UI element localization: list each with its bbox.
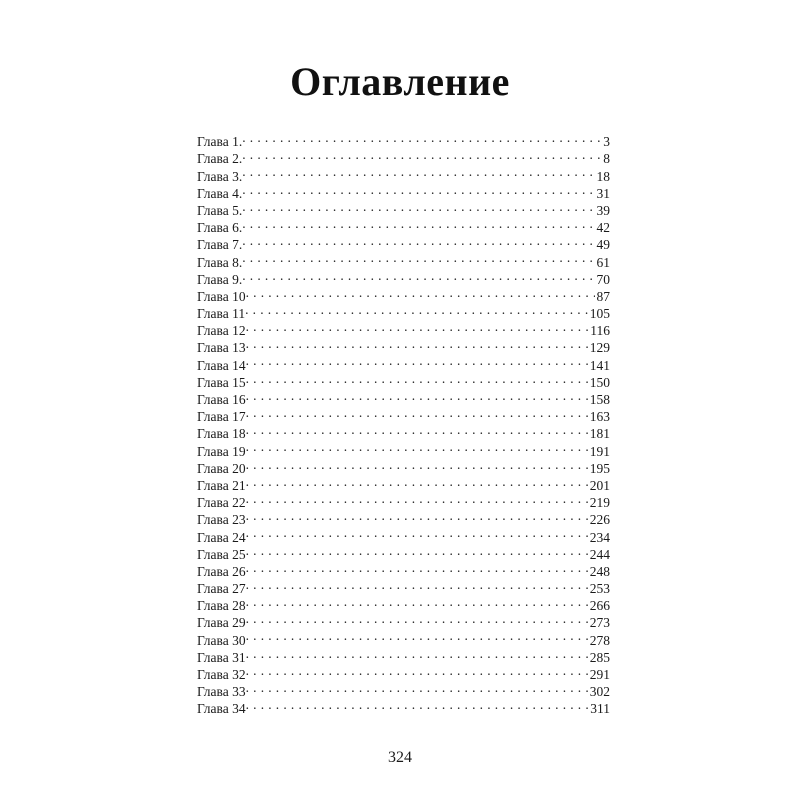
toc-entry-label: Глава 34 [197, 701, 246, 717]
toc-entry [197, 404, 610, 425]
toc-dot-leader [246, 696, 589, 713]
toc-entry [197, 284, 610, 304]
toc-entry-label: Глава 13 [197, 340, 246, 356]
toc-entry [197, 473, 610, 493]
toc-entry-page: 191 [589, 443, 610, 459]
toc-entry-page: 42 [596, 220, 610, 236]
toc-entry-page: 285 [589, 649, 610, 665]
toc-entry-label: Глава 22 [197, 495, 246, 511]
toc-dot-leader [246, 473, 588, 490]
toc-entry-page: 163 [589, 409, 610, 425]
table-of-contents [197, 129, 610, 717]
toc-entry-page: 253 [589, 581, 610, 597]
toc-dot-leader [246, 387, 588, 404]
toc-entry-page: 195 [589, 460, 610, 476]
toc-entry-page: 61 [596, 254, 610, 270]
page-number: 324 [388, 749, 412, 766]
toc-dot-leader [246, 490, 588, 507]
toc-entry-page: 244 [589, 546, 610, 562]
toc-entry-label: Глава 19 [197, 443, 246, 459]
toc-entry [197, 318, 610, 339]
toc-dot-leader [242, 181, 594, 198]
toc-entry-label: Глава 2. [197, 151, 243, 167]
toc-entry-label: Глава 14 [197, 357, 246, 373]
toc-entry-page: 311 [590, 701, 610, 717]
toc-dot-leader [246, 524, 588, 541]
toc-entry-label: Глава 25 [197, 546, 246, 562]
toc-entry [197, 576, 610, 597]
toc-dot-leader [246, 438, 588, 455]
toc-dot-leader [246, 662, 588, 679]
toc-entry-page: 129 [589, 340, 610, 356]
toc-entry-label: Глава 29 [197, 615, 246, 631]
toc-entry-page: 273 [589, 615, 610, 631]
toc-dot-leader [246, 335, 588, 352]
toc-entry [197, 215, 610, 236]
toc-dot-leader [246, 610, 588, 627]
toc-dot-leader [245, 301, 588, 318]
toc-entry [197, 146, 610, 167]
toc-entry-label: Глава 11 [197, 306, 246, 322]
toc-entry [197, 593, 610, 614]
toc-entry-label: Глава 24 [197, 529, 246, 545]
toc-dot-leader [246, 542, 588, 559]
toc-dot-leader [246, 370, 588, 387]
toc-entry-label: Глава 1. [197, 134, 243, 150]
toc-entry-page: 3 [603, 134, 610, 150]
toc-entry [197, 267, 610, 287]
toc-dot-leader [242, 163, 594, 180]
toc-entry [197, 370, 610, 390]
toc-dot-leader [246, 576, 588, 593]
toc-entry-label: Глава 17 [197, 409, 246, 425]
toc-entry [197, 610, 610, 631]
toc-entry-page: 226 [589, 512, 610, 528]
toc-entry-label: Глава 5. [197, 202, 243, 218]
toc-entry-page: 150 [589, 374, 610, 390]
toc-dot-leader [246, 559, 588, 576]
toc-entry-label: Глава 4. [197, 185, 243, 201]
toc-entry-label: Глава 18 [197, 426, 246, 442]
toc-dot-leader [246, 421, 588, 438]
toc-entry-page: 291 [589, 667, 610, 682]
toc-dot-leader [246, 627, 588, 644]
toc-dot-leader [246, 456, 588, 473]
page-title: Оглавление [290, 58, 510, 104]
toc-entry-label: Глава 15 [197, 374, 246, 390]
toc-entry [197, 198, 610, 218]
toc-entry-page: 39 [596, 202, 610, 218]
toc-dot-leader [246, 352, 588, 369]
toc-entry [197, 249, 610, 270]
toc-entry-page: 158 [589, 392, 610, 407]
toc-entry [197, 301, 610, 322]
toc-entry-label: Глава 32 [197, 667, 246, 682]
toc-entry-label: Глава 12 [197, 323, 246, 339]
toc-entry [197, 542, 610, 562]
toc-entry-label: Глава 20 [197, 460, 246, 476]
toc-entry [197, 387, 610, 407]
toc-dot-leader [246, 679, 588, 696]
toc-entry [197, 645, 610, 665]
toc-dot-leader [246, 507, 588, 524]
toc-entry-page: 266 [589, 598, 610, 614]
toc-entry-page: 181 [589, 426, 610, 442]
toc-entry [197, 627, 610, 648]
toc-dot-leader [242, 146, 601, 163]
toc-dot-leader [242, 129, 601, 146]
toc-entry-page: 18 [596, 168, 610, 184]
toc-entry [197, 507, 610, 528]
toc-entry [197, 524, 610, 545]
toc-entry [197, 438, 610, 459]
toc-dot-leader [246, 284, 595, 301]
toc-entry [197, 232, 610, 253]
toc-entry-label: Глава 26 [197, 563, 246, 579]
toc-entry-label: Глава 16 [197, 392, 246, 407]
toc-entry [197, 352, 610, 373]
toc-dot-leader [246, 593, 588, 610]
toc-dot-leader [246, 318, 589, 335]
toc-dot-leader [246, 645, 588, 662]
toc-dot-leader [242, 215, 594, 232]
toc-entry-label: Глава 31 [197, 649, 246, 665]
toc-entry [197, 679, 610, 700]
toc-entry [197, 696, 610, 717]
toc-entry-label: Глава 6. [197, 220, 243, 236]
toc-entry [197, 335, 610, 356]
toc-entry-page: 87 [596, 288, 610, 304]
toc-entry-label: Глава 8. [197, 254, 243, 270]
toc-entry [197, 490, 610, 511]
toc-entry-label: Глава 7. [197, 237, 243, 253]
toc-entry-page: 248 [589, 563, 610, 579]
toc-entry-label: Глава 27 [197, 581, 246, 597]
toc-entry-page: 116 [590, 323, 610, 339]
toc-dot-leader [242, 249, 594, 266]
toc-entry [197, 421, 610, 442]
toc-entry-label: Глава 21 [197, 477, 246, 493]
toc-entry-page: 105 [589, 306, 610, 322]
toc-entry-page: 141 [589, 357, 610, 373]
toc-dot-leader [246, 404, 588, 421]
toc-entry-page: 31 [596, 185, 610, 201]
toc-entry-label: Глава 3. [197, 168, 243, 184]
toc-entry [197, 129, 610, 150]
toc-entry [197, 181, 610, 201]
toc-dot-leader [242, 232, 594, 249]
toc-entry [197, 662, 610, 682]
toc-entry-page: 234 [589, 529, 610, 545]
toc-entry-page: 278 [589, 632, 610, 648]
toc-entry-page: 70 [596, 271, 610, 287]
toc-entry-page: 8 [603, 151, 610, 167]
toc-entry [197, 456, 610, 476]
toc-dot-leader [242, 198, 594, 215]
toc-entry-label: Глава 10 [197, 288, 246, 304]
toc-entry-page: 302 [589, 684, 610, 700]
toc-entry-label: Глава 30 [197, 632, 246, 648]
toc-entry [197, 163, 610, 184]
toc-entry-page: 219 [589, 495, 610, 511]
toc-entry-page: 49 [596, 237, 610, 253]
toc-entry-label: Глава 33 [197, 684, 246, 700]
toc-entry [197, 559, 610, 579]
toc-entry-label: Глава 9. [197, 271, 243, 287]
toc-entry-page: 201 [589, 477, 610, 493]
toc-dot-leader [242, 267, 594, 284]
toc-entry-label: Глава 23 [197, 512, 246, 528]
toc-entry-label: Глава 28 [197, 598, 246, 614]
